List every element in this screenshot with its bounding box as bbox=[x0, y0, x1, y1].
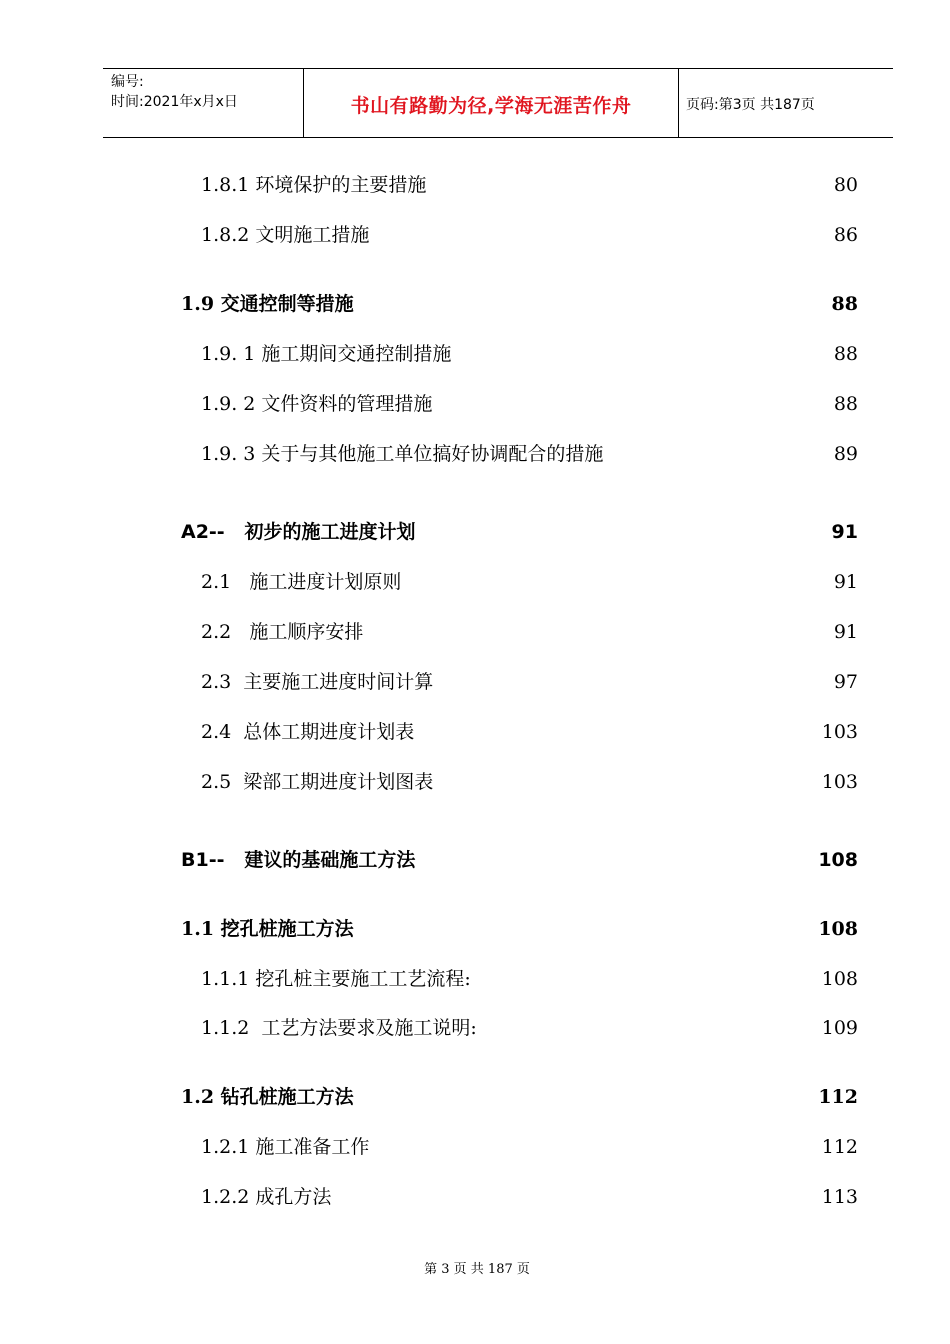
toc-entry-page: 108 bbox=[818, 849, 858, 871]
toc-entry-page: 112 bbox=[818, 1086, 858, 1108]
toc-entry-page: 108 bbox=[821, 968, 858, 990]
toc-entry-title: 2.4 总体工期进度计划表 bbox=[201, 721, 415, 743]
toc-entry-page: 97 bbox=[833, 671, 858, 693]
toc-entry[interactable] bbox=[0, 717, 950, 747]
toc-entry-page: 91 bbox=[831, 521, 858, 543]
toc-entry-page: 88 bbox=[833, 393, 858, 415]
toc-entry-page: 86 bbox=[833, 224, 858, 246]
toc-entry[interactable] bbox=[0, 389, 950, 419]
toc-entry-title: 1.2.2 成孔方法 bbox=[201, 1186, 332, 1208]
toc-entry-title: 1.1.1 挖孔桩主要施工工艺流程: bbox=[201, 968, 471, 990]
toc-entry-page: 109 bbox=[821, 1017, 858, 1039]
toc-entry-page: 88 bbox=[833, 343, 858, 365]
toc-entry[interactable] bbox=[0, 845, 950, 875]
toc-entry-title: 1.2 钻孔桩施工方法 bbox=[181, 1086, 354, 1108]
footer-page-number: 第 3 页 共 187 页 bbox=[424, 1262, 530, 1277]
toc-entry-title: 2.2 施工顺序安排 bbox=[201, 621, 364, 643]
page-info: 页码:第3页 共187页 bbox=[686, 97, 815, 113]
page-header bbox=[103, 68, 893, 138]
toc-entry[interactable] bbox=[0, 1132, 950, 1162]
toc-entry-title: 1.1.2 工艺方法要求及施工说明: bbox=[201, 1017, 477, 1039]
toc-entry-page: 112 bbox=[821, 1136, 858, 1158]
motto: 书山有路勤为径,学海无涯苦作舟 bbox=[350, 95, 632, 117]
toc-entry-page: 103 bbox=[821, 771, 858, 793]
toc-entry-title: 1.2.1 施工准备工作 bbox=[201, 1136, 370, 1158]
toc-entry[interactable] bbox=[0, 667, 950, 697]
toc-entry-title: 1.9 交通控制等措施 bbox=[181, 293, 354, 315]
toc-entry[interactable] bbox=[0, 1082, 950, 1112]
toc-entry-page: 108 bbox=[818, 918, 858, 940]
toc-entry[interactable] bbox=[0, 220, 950, 250]
number-label: 编号: bbox=[111, 74, 144, 90]
toc-entry[interactable] bbox=[0, 439, 950, 469]
toc-entry-title: 1.9. 3 关于与其他施工单位搞好协调配合的措施 bbox=[201, 443, 604, 465]
toc-entry-title: 1.8.1 环境保护的主要措施 bbox=[201, 174, 427, 196]
toc-entry-title: 2.1 施工进度计划原则 bbox=[201, 571, 402, 593]
toc-entry-page: 80 bbox=[833, 174, 858, 196]
toc-entry[interactable] bbox=[0, 170, 950, 200]
toc-entry-title: B1-- 建议的基础施工方法 bbox=[181, 849, 416, 871]
toc-entry[interactable] bbox=[0, 767, 950, 797]
header-page-cell bbox=[678, 69, 893, 137]
toc-entry-page: 88 bbox=[831, 293, 858, 315]
toc-entry-title: 1.8.2 文明施工措施 bbox=[201, 224, 370, 246]
toc-entry-title: 1.1 挖孔桩施工方法 bbox=[181, 918, 354, 940]
toc-entry-title: 2.3 主要施工进度时间计算 bbox=[201, 671, 434, 693]
toc-entry-title: 2.5 梁部工期进度计划图表 bbox=[201, 771, 434, 793]
toc-entry-title: 1.9. 2 文件资料的管理措施 bbox=[201, 393, 433, 415]
toc-entry[interactable] bbox=[0, 517, 950, 547]
page-footer bbox=[0, 1258, 950, 1277]
toc-entry[interactable] bbox=[0, 964, 950, 994]
toc-entry[interactable] bbox=[0, 339, 950, 369]
toc-entry[interactable] bbox=[0, 1182, 950, 1212]
toc-entry[interactable] bbox=[0, 617, 950, 647]
toc-entry[interactable] bbox=[0, 1013, 950, 1043]
header-meta bbox=[103, 69, 311, 140]
toc-entry-page: 113 bbox=[821, 1186, 858, 1208]
toc-entry[interactable] bbox=[0, 567, 950, 597]
toc-entry[interactable] bbox=[0, 914, 950, 944]
toc-entry-page: 103 bbox=[821, 721, 858, 743]
toc-entry-title: 1.9. 1 施工期间交通控制措施 bbox=[201, 343, 452, 365]
toc-entry-page: 89 bbox=[833, 443, 858, 465]
toc-entry-page: 91 bbox=[833, 621, 858, 643]
header-motto-cell bbox=[303, 69, 679, 137]
toc-entry-title: A2-- 初步的施工进度计划 bbox=[181, 521, 416, 543]
time-label: 时间:2021年x月x日 bbox=[111, 94, 238, 110]
toc-entry-page: 91 bbox=[833, 571, 858, 593]
toc-entry[interactable] bbox=[0, 289, 950, 319]
